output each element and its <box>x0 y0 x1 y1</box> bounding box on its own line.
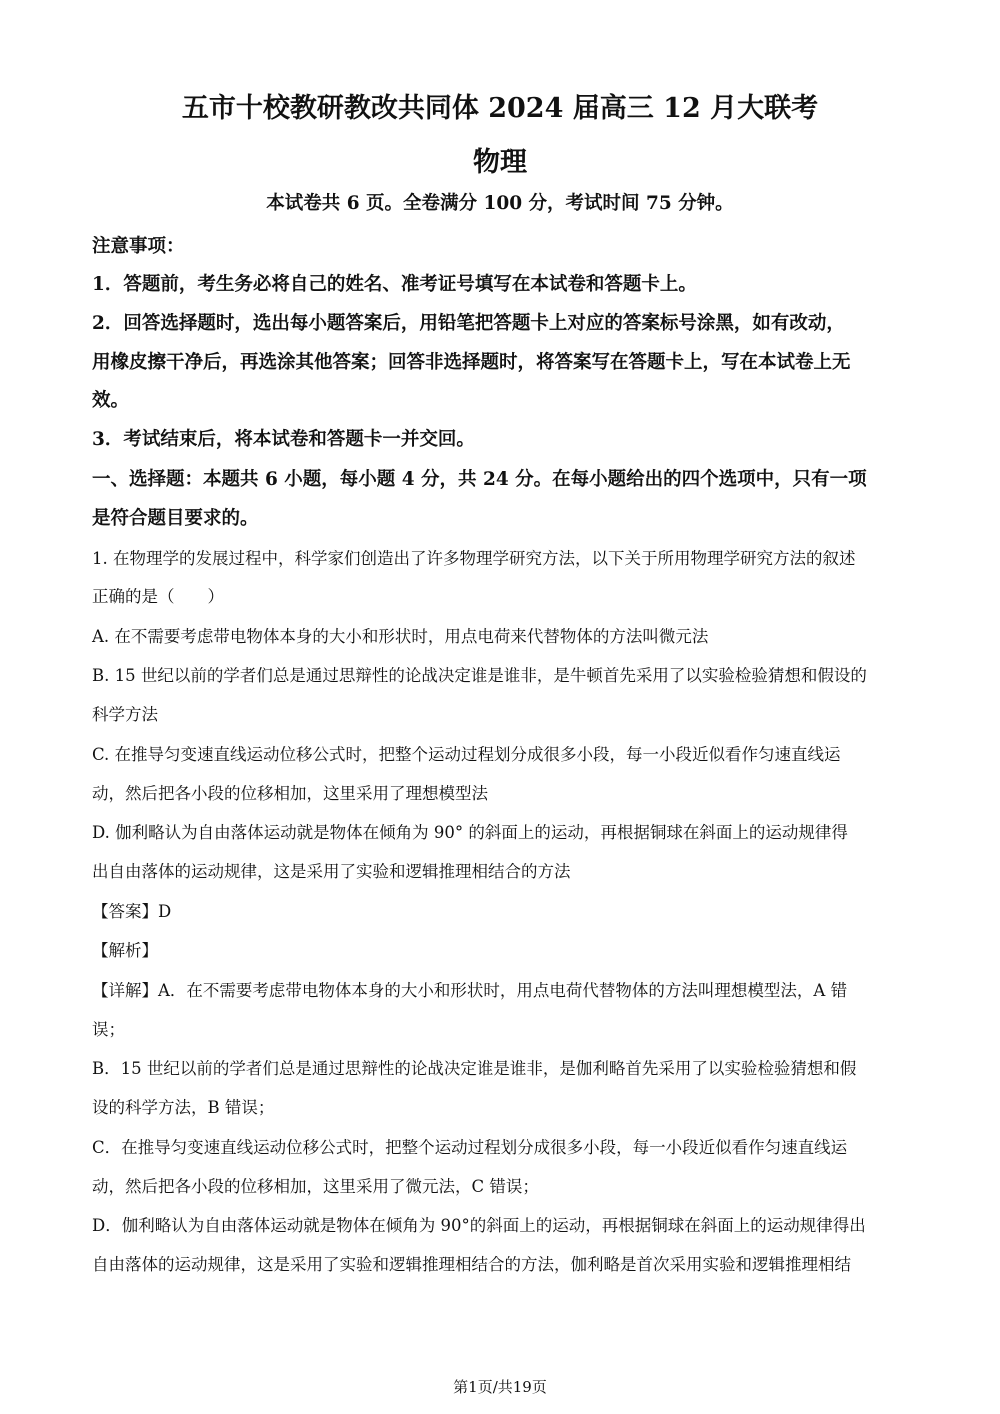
option-c-line-1: C. 在推导匀变速直线运动位移公式时，把整个运动过程划分成很多小段，每一小段近似看作匀速直线运 <box>92 745 841 764</box>
answer-label: 【答案】D <box>92 902 172 921</box>
exam-title: 五市十校教研教改共同体 2024 届高三 12 月大联考 <box>181 93 819 124</box>
detail-b-line-1: B．15 世纪以前的学者们总是通过思辩性的论战决定谁是谁非，是伽利略首先采用了以实验检验猜想和假 <box>92 1059 857 1078</box>
notice-item-2-line-3: 效。 <box>92 390 130 411</box>
option-b-line-2: 科学方法 <box>92 705 158 724</box>
page-number: 第1页/共19页 <box>453 1378 547 1396</box>
exam-info: 本试卷共 6 页。全卷满分 100 分，考试时间 75 分钟。 <box>266 193 734 214</box>
option-b-line-1: B. 15 世纪以前的学者们总是通过思辩性的论战决定谁是谁非，是牛顿首先采用了以实验检验猜想和假设的 <box>92 666 867 685</box>
option-a: A. 在不需要考虑带电物体本身的大小和形状时，用点电荷来代替物体的方法叫微元法 <box>92 627 709 646</box>
detail-a-line-1: 【详解】A．在不需要考虑带电物体本身的大小和形状时，用点电荷代替物体的方法叫理想模型法，A 错 <box>92 981 848 1000</box>
option-d-line-1: D. 伽利略认为自由落体运动就是物体在倾角为 90° 的斜面上的运动，再根据铜球在斜面上的运动规律得 <box>92 823 848 842</box>
analysis-label: 【解析】 <box>92 941 158 960</box>
detail-a-line-2: 误； <box>92 1020 125 1039</box>
notice-item-1: 1．答题前，考生务必将自己的姓名、准考证号填写在本试卷和答题卡上。 <box>92 274 697 295</box>
notice-item-3: 3．考试结束后，将本试卷和答题卡一并交回。 <box>92 429 475 450</box>
detail-d-line-2: 自由落体的运动规律，这是采用了实验和逻辑推理相结合的方法，伽利略是首次采用实验和逻辑推理相结 <box>92 1255 851 1274</box>
subject-title: 物理 <box>473 147 527 178</box>
notice-item-2-line-2: 用橡皮擦干净后，再选涂其他答案；回答非选择题时，将答案写在答题卡上，写在本试卷上无 <box>92 352 851 373</box>
question-stem-line-1: 1. 在物理学的发展过程中，科学家们创造出了许多物理学研究方法，以下关于所用物理学研究方法的叙述 <box>92 549 856 568</box>
option-d-line-2: 出自由落体的运动规律，这是采用了实验和逻辑推理相结合的方法 <box>92 862 571 881</box>
option-c-line-2: 动，然后把各小段的位移相加，这里采用了理想模型法 <box>92 784 488 803</box>
detail-d-line-1: D．伽利略认为自由落体运动就是物体在倾角为 90°的斜面上的运动，再根据铜球在斜面上的运动规律得出 <box>92 1216 866 1235</box>
detail-c-line-1: C．在推导匀变速直线运动位移公式时，把整个运动过程划分成很多小段，每一小段近似看作匀速直线运 <box>92 1138 848 1157</box>
detail-c-line-2: 动，然后把各小段的位移相加，这里采用了微元法，C 错误； <box>92 1177 539 1196</box>
detail-b-line-2: 设的科学方法，B 错误； <box>92 1098 275 1117</box>
notice-item-2-line-1: 2．回答选择题时，选出每小题答案后，用铅笔把答题卡上对应的答案标号涂黑，如有改动， <box>92 313 845 334</box>
notice-heading: 注意事项： <box>92 236 185 257</box>
section-heading-line-1: 一、选择题：本题共 6 小题，每小题 4 分，共 24 分。在每小题给出的四个选项中，只有一项 <box>92 469 867 490</box>
section-heading-line-2: 是符合题目要求的。 <box>92 508 259 529</box>
question-stem-line-2: 正确的是（ ） <box>92 587 224 606</box>
